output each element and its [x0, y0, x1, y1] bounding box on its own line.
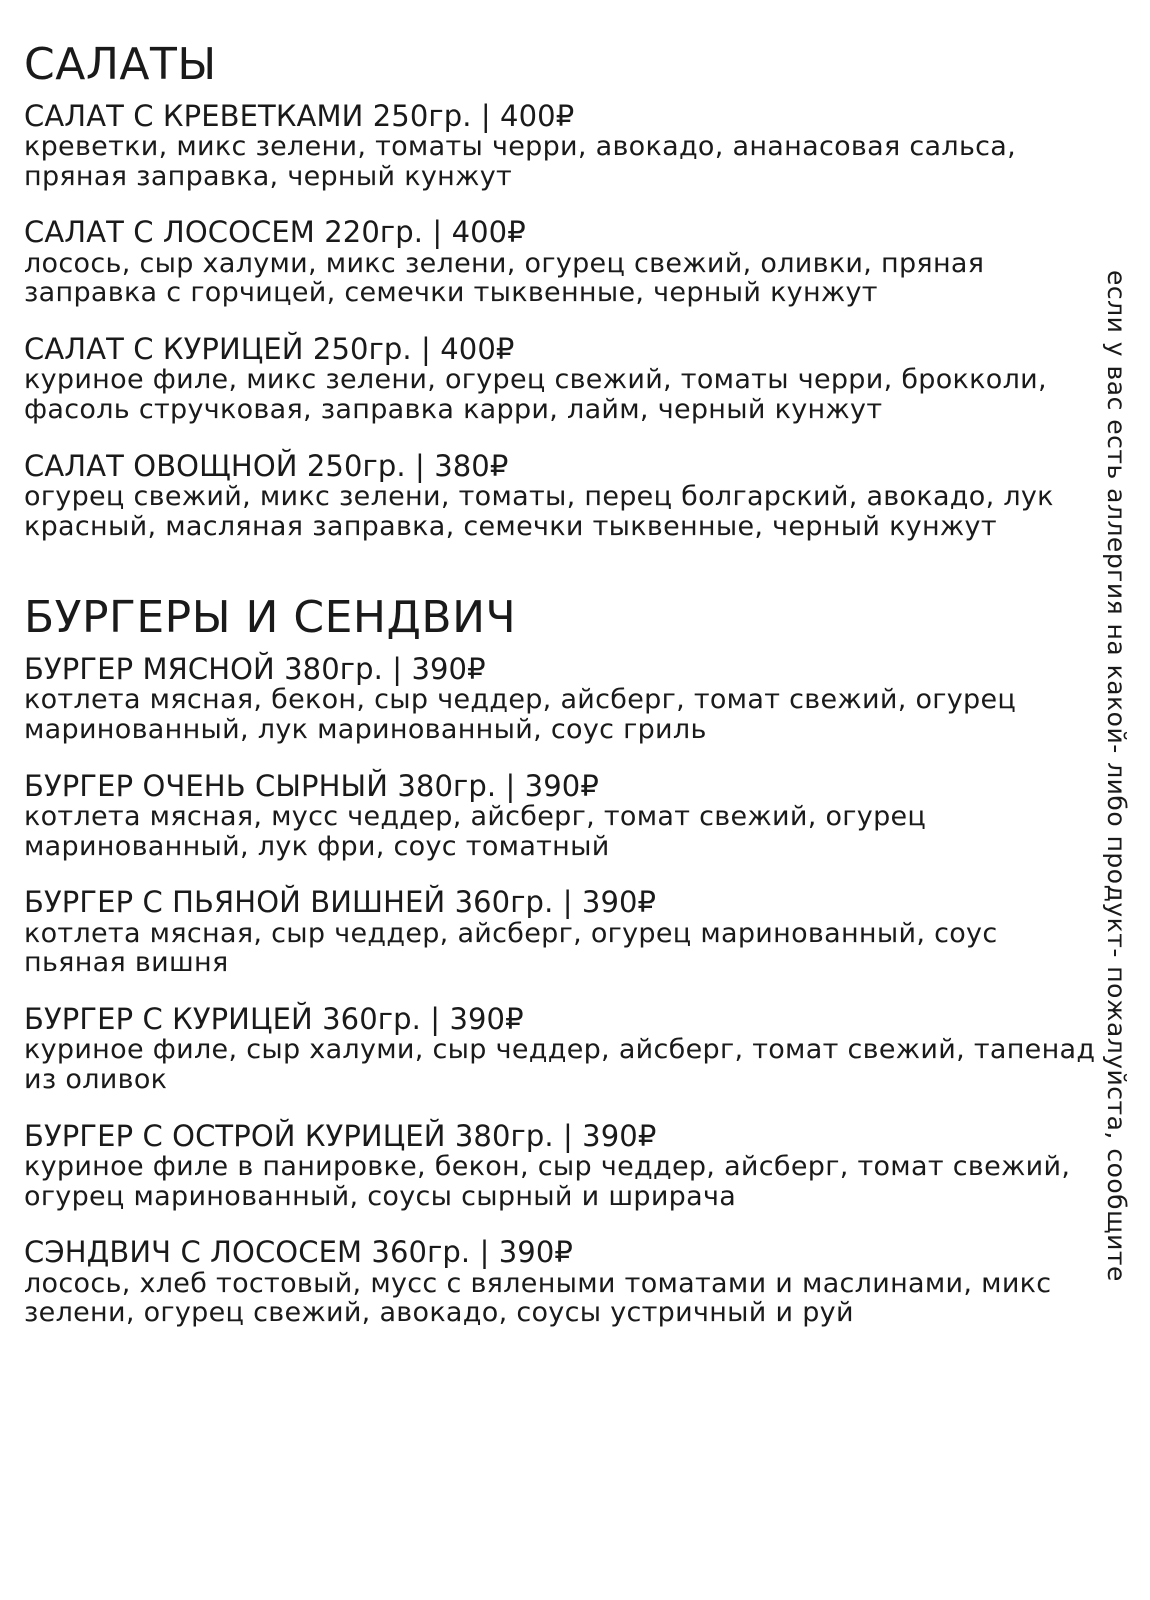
- menu-item-title: БУРГЕР С ПЬЯНОЙ ВИШНЕЙ 360гр. | 390₽: [24, 885, 657, 920]
- menu-item-title: САЛАТ С ЛОСОСЕМ 220гр. | 400₽: [24, 215, 526, 250]
- menu-item: [24, 1004, 1104, 1095]
- menu-item-title: СЭНДВИЧ С ЛОСОСЕМ 360гр. | 390₽: [24, 1235, 573, 1270]
- menu-item: [24, 1118, 1104, 1212]
- menu-item-title: САЛАТ С КУРИЦЕЙ 250гр. | 400₽: [24, 331, 515, 366]
- menu-item: [24, 768, 1104, 862]
- menu-item: [24, 98, 1104, 192]
- menu-item-title: БУРГЕР ОЧЕНЬ СЫРНЫЙ 380гр. | 390₽: [24, 768, 599, 803]
- menu-item: [24, 448, 1104, 542]
- burgers-section-title: БУРГЕРЫ И СЕНДВИЧ: [24, 592, 517, 644]
- menu-item-title: БУРГЕР С ОСТРОЙ КУРИЦЕЙ 380гр. | 390₽: [24, 1118, 657, 1153]
- menu-item-description: огурец свежий, микс зелени, томаты, перец болгарский, авокадо, лук красный, масляная заправка, семечки тыквенные, черный кунжут: [24, 480, 1054, 542]
- menu-item-description: креветки, микс зелени, томаты черри, авокадо, ананасовая сальса, пряная заправка, черный кунжут: [24, 130, 1017, 192]
- menu-item-title: САЛАТ С КРЕВЕТКАМИ 250гр. | 400₽: [24, 98, 575, 133]
- menu-item-description: лосось, сыр халуми, микс зелени, огурец свежий, оливки, пряная заправка с горчицей, семечки тыквенные, черный кунжут: [24, 247, 985, 309]
- menu-item-description: котлета мясная, бекон, сыр чеддер, айсберг, томат свежий, огурец маринованный, лук маринованный, соус гриль: [24, 684, 1017, 745]
- salads-section-title: САЛАТЫ: [24, 39, 217, 90]
- menu-item-title: БУРГЕР С КУРИЦЕЙ 360гр. | 390₽: [24, 1002, 524, 1036]
- menu-item: [24, 887, 1104, 978]
- menu-item-title: БУРГЕР МЯСНОЙ 380гр. | 390₽: [24, 651, 486, 686]
- menu-item-description: лосось, хлеб тостовый, мусс с вялеными томатами и маслинами, микс зелени, огурец свежий, авокадо, соусы устричный и руй: [24, 1267, 1052, 1329]
- menu-item-title: САЛАТ ОВОЩНОЙ 250гр. | 380₽: [24, 448, 509, 483]
- menu-item: [24, 651, 1104, 745]
- menu-item: [24, 217, 1104, 308]
- menu-item-description: котлета мясная, мусс чеддер, айсберг, томат свежий, огурец маринованный, лук фри, соус томатный: [24, 800, 927, 862]
- menu-item: [24, 331, 1104, 425]
- menu-item-description: куриное филе, сыр халуми, сыр чеддер, айсберг, томат свежий, тапенад из оливок: [24, 1034, 1096, 1095]
- menu-item-description: куриное филе в панировке, бекон, сыр чеддер, айсберг, томат свежий, огурец маринованный, соусы сырный и шрирача: [24, 1151, 1071, 1212]
- menu-item-description: куриное филе, микс зелени, огурец свежий, томаты черри, брокколи, фасоль стручковая, заправка карри, лайм, черный кунжут: [24, 364, 1047, 425]
- menu-page: [24, 40, 1104, 1354]
- menu-item: [24, 1237, 1104, 1328]
- menu-item-description: котлета мясная, сыр чеддер, айсберг, огурец маринованный, соус пьяная вишня: [24, 917, 998, 979]
- allergy-notice: если у вас есть аллергия на какой- либо продукт- пожалуйста, сообщите: [1102, 270, 1131, 1282]
